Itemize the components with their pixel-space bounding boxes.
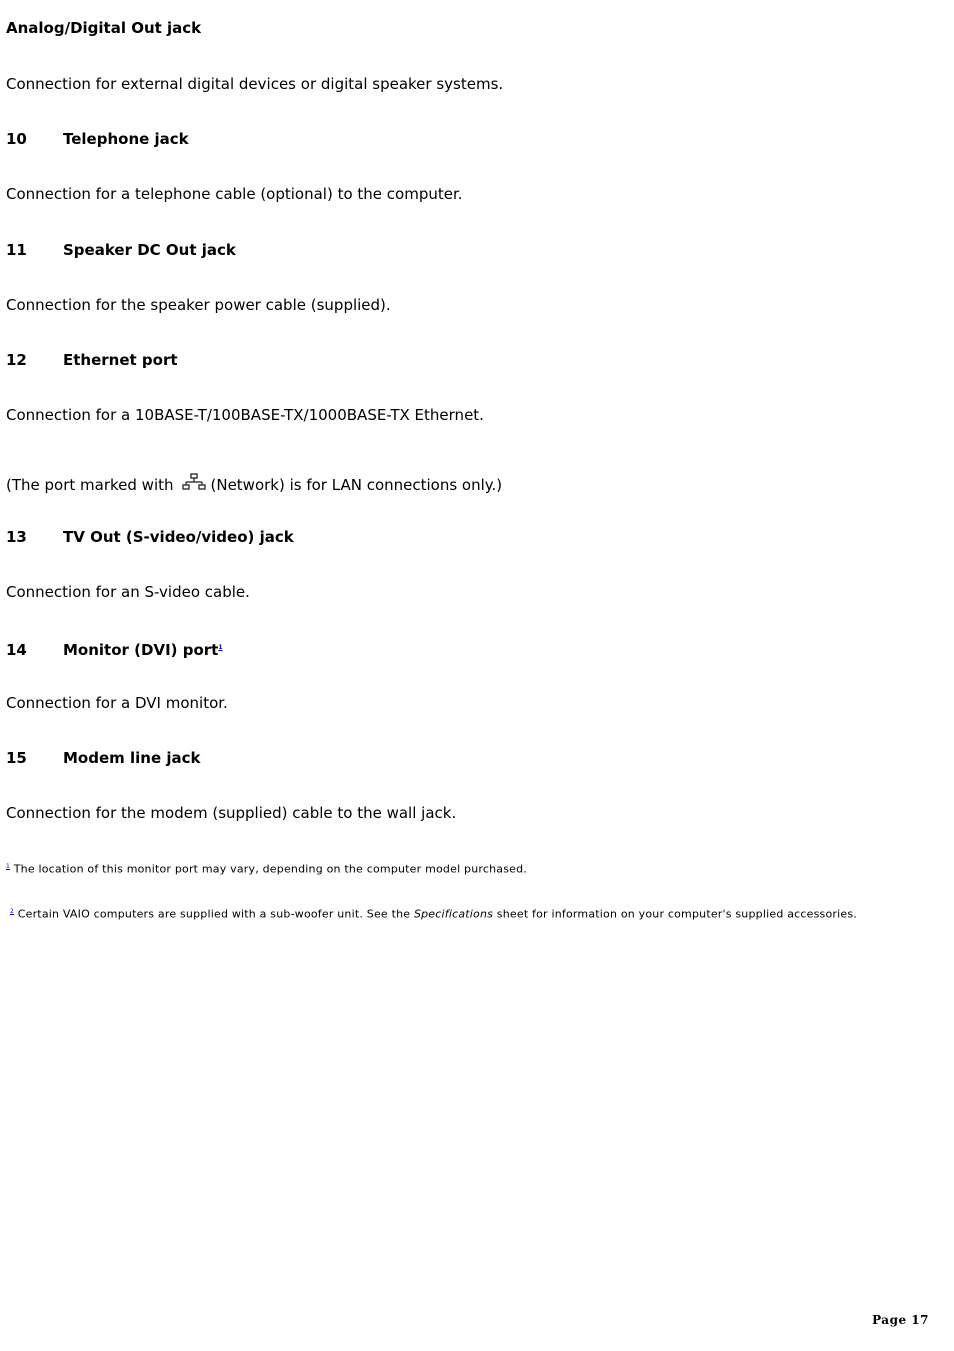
section-heading-speaker-dc-out xyxy=(6,241,236,259)
section-number: 13 xyxy=(6,528,27,546)
section-number: 14 xyxy=(6,641,27,659)
section-title: Speaker DC Out jack xyxy=(63,241,236,259)
section-desc-ethernet: Connection for a 10BASE-T/100BASE-TX/1000BASE-TX Ethernet. xyxy=(6,406,484,424)
footnote-marker[interactable]: 1 xyxy=(6,863,11,870)
footnote-text-after: sheet for information on your computer's supplied accessories. xyxy=(493,907,857,921)
page-number: Page 17 xyxy=(872,1313,929,1327)
section-number: 11 xyxy=(6,241,27,259)
footnote-2 xyxy=(10,905,857,922)
section-title: Modem line jack xyxy=(63,749,201,767)
ethernet-note-after: (Network) is for LAN connections only.) xyxy=(210,476,503,494)
section-title: TV Out (S-video/video) jack xyxy=(63,528,294,546)
section-title: Ethernet port xyxy=(63,351,178,369)
section-desc-modem: Connection for the modem (supplied) cable to the wall jack. xyxy=(6,804,457,822)
section-heading-ethernet xyxy=(6,351,178,369)
section-heading-telephone xyxy=(6,130,189,148)
section-title: Telephone jack xyxy=(63,130,189,148)
footnote-ref-link[interactable]: 1 xyxy=(218,644,223,651)
footnote-1 xyxy=(6,860,527,877)
section-desc-monitor-dvi: Connection for a DVI monitor. xyxy=(6,694,228,712)
section-title: Monitor (DVI) port xyxy=(63,641,219,659)
section-desc-telephone: Connection for a telephone cable (optional) to the computer. xyxy=(6,185,463,203)
section-heading-modem xyxy=(6,749,200,767)
footnote-text: The location of this monitor port may vary, depending on the computer model purchased. xyxy=(13,862,527,876)
section-desc-analog-digital-out: Connection for external digital devices or digital speaker systems. xyxy=(6,75,504,93)
section-heading-tv-out xyxy=(6,528,294,546)
section-number: 12 xyxy=(6,351,27,369)
section-desc-speaker-dc-out: Connection for the speaker power cable (supplied). xyxy=(6,296,391,314)
footnote-text-before: Certain VAIO computers are supplied with a sub-woofer unit. See the xyxy=(17,907,414,921)
section-heading-monitor-dvi xyxy=(6,639,223,659)
footnote-text-italic: Specifications xyxy=(413,907,494,921)
ethernet-note-before: (The port marked with xyxy=(6,476,174,494)
section-desc-tv-out: Connection for an S-video cable. xyxy=(6,583,250,601)
section-title-analog-digital-out: Analog/Digital Out jack xyxy=(6,19,202,37)
footnote-marker[interactable]: 2 xyxy=(10,908,15,915)
section-number: 10 xyxy=(6,130,27,148)
network-icon xyxy=(182,473,206,497)
ethernet-note xyxy=(6,473,502,497)
section-number: 15 xyxy=(6,749,27,767)
